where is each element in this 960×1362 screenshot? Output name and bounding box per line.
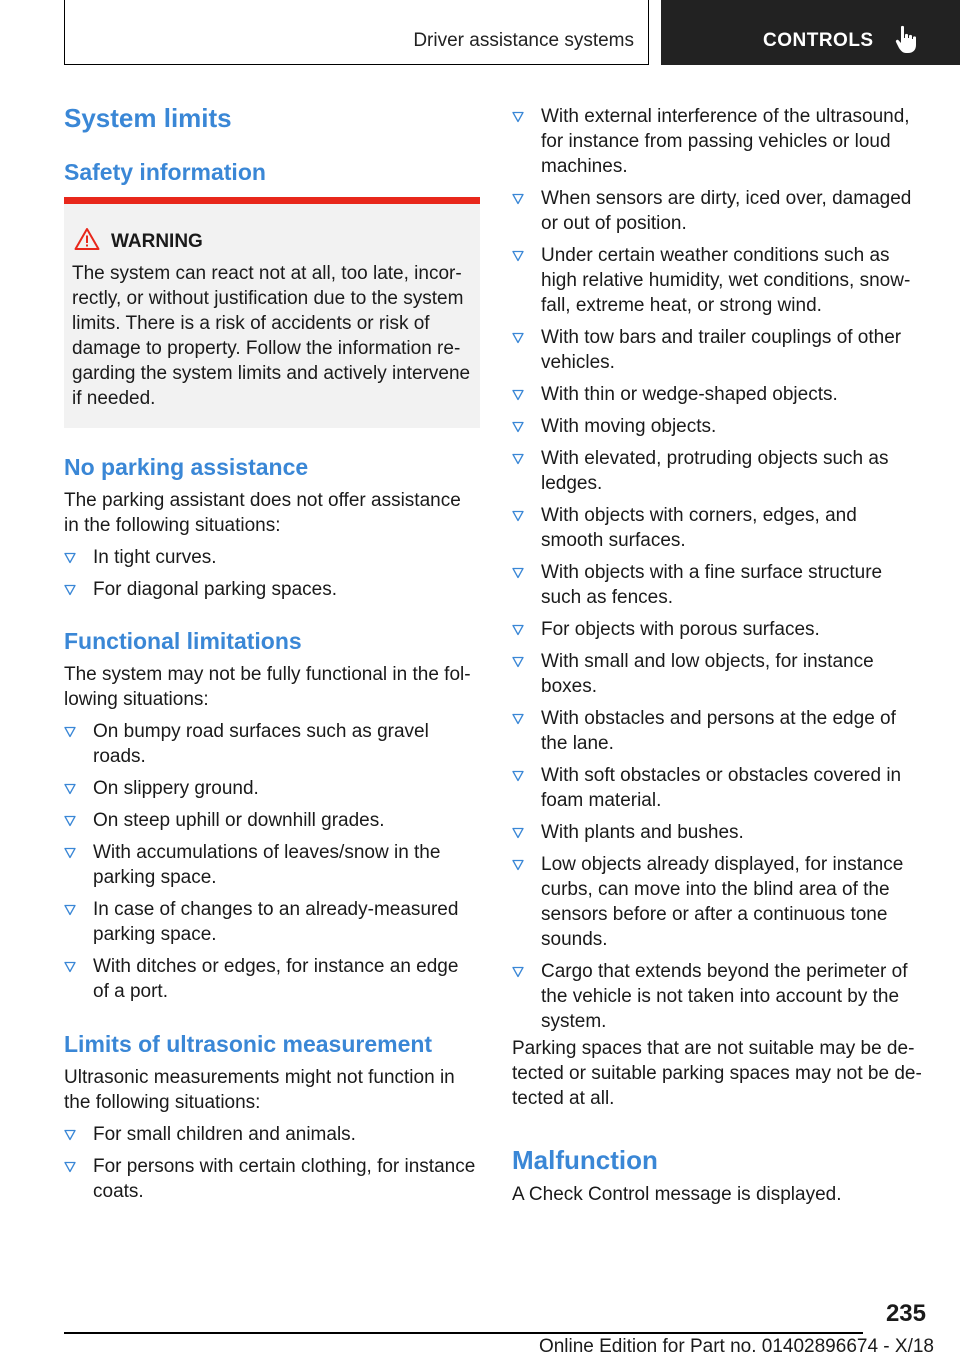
list-item-text <box>512 820 932 845</box>
list-item-line: With objects with corners, edges, and <box>541 505 857 526</box>
list-item <box>512 820 932 845</box>
bullet-triangle-icon <box>64 1129 76 1141</box>
list-item-line: When sensors are dirty, iced over, damaged <box>541 188 912 209</box>
list-item-line: In case of changes to an already-measured <box>93 899 459 920</box>
list-item-text <box>512 503 932 553</box>
bullet-triangle-icon <box>512 389 524 401</box>
warning-line: The system can react not at all, too late, incor- <box>72 263 462 284</box>
list-item-line: curbs, can move into the blind area of the <box>541 879 890 900</box>
list-item-line: fall, extreme heat, or strong wind. <box>541 295 822 316</box>
list-item-text <box>64 808 480 833</box>
bullet-triangle-icon <box>512 510 524 522</box>
closing-paragraph <box>512 1036 932 1111</box>
list-item-line: such as fences. <box>541 587 674 608</box>
functional-intro <box>64 662 480 712</box>
list-item-line: With accumulations of leaves/snow in the <box>93 842 441 863</box>
list-item-text <box>64 840 480 890</box>
warning-line: garding the system limits and actively intervene <box>72 363 471 384</box>
list-item-text <box>512 617 932 642</box>
list-item-line: for instance from passing vehicles or loud <box>541 131 891 152</box>
list-item <box>64 719 480 769</box>
list-item <box>64 577 480 602</box>
list-item-line: With moving objects. <box>541 416 717 437</box>
list-item-text <box>512 763 932 813</box>
list-item <box>512 186 932 236</box>
list-item-line: system. <box>541 1011 607 1032</box>
bullet-triangle-icon <box>64 783 76 795</box>
list-item <box>512 852 932 952</box>
list-item-line: parking space. <box>93 867 217 888</box>
bullet-triangle-icon <box>512 656 524 668</box>
no-parking-assistance-heading: No parking assistance <box>64 454 309 480</box>
list-item <box>512 649 932 699</box>
list-item-line: Cargo that extends beyond the perimeter of <box>541 961 908 982</box>
bullet-triangle-icon <box>64 847 76 859</box>
list-item-line: With obstacles and persons at the edge of <box>541 708 896 729</box>
list-item-line: smooth surfaces. <box>541 530 686 551</box>
list-item <box>512 706 932 756</box>
bullet-triangle-icon <box>64 904 76 916</box>
page-title: System limits <box>64 103 232 133</box>
list-item-line: the vehicle is not taken into account by the <box>541 986 900 1007</box>
header-section-tab <box>64 0 649 65</box>
header-chapter-title: CONTROLS <box>763 30 874 51</box>
list-item-line: With elevated, protruding objects such as <box>541 448 889 469</box>
intro-line: The parking assistant does not offer assistance <box>64 490 461 511</box>
list-item-text <box>512 382 932 407</box>
list-item <box>64 840 480 890</box>
list-item-text <box>512 325 932 375</box>
bullet-triangle-icon <box>512 332 524 344</box>
list-item-line: With tow bars and trailer couplings of other <box>541 327 902 348</box>
bullet-triangle-icon <box>512 827 524 839</box>
list-item-line: With plants and bushes. <box>541 822 744 843</box>
closing-line: tected at all. <box>512 1088 615 1109</box>
list-item-line: In tight curves. <box>93 547 217 568</box>
list-item <box>512 446 932 496</box>
footer-edition: Online Edition for Part no. 01402896674 - X/18 <box>538 1336 934 1357</box>
bullet-triangle-icon <box>512 859 524 871</box>
closing-line: Parking spaces that are not suitable may be de- <box>512 1038 915 1059</box>
bullet-triangle-icon <box>64 726 76 738</box>
intro-line: Ultrasonic measurements might not function in <box>64 1067 455 1088</box>
list-item-text <box>64 1154 480 1204</box>
intro-line: in the following situations: <box>64 515 281 536</box>
list-item-line: machines. <box>541 156 628 177</box>
list-item <box>64 545 480 570</box>
bullet-triangle-icon <box>512 966 524 978</box>
bullet-triangle-icon <box>512 453 524 465</box>
list-item-line: parking space. <box>93 924 217 945</box>
list-item-line: of a port. <box>93 981 168 1002</box>
bullet-triangle-icon <box>64 584 76 596</box>
list-item-text <box>512 243 932 318</box>
list-item <box>512 414 932 439</box>
ultrasonic-limits-heading: Limits of ultrasonic measurement <box>64 1031 433 1057</box>
list-item-line: or out of position. <box>541 213 687 234</box>
list-item-line: On steep uphill or downhill grades. <box>93 810 385 831</box>
bullet-triangle-icon <box>512 250 524 262</box>
list-item-text <box>512 560 932 610</box>
list-item-line: Low objects already displayed, for instance <box>541 854 904 875</box>
list-item-line: Under certain weather conditions such as <box>541 245 890 266</box>
list-item-line: sensors before or after a continuous tone <box>541 904 888 925</box>
list-item <box>64 1154 480 1204</box>
list-item <box>512 325 932 375</box>
list-item-line: sounds. <box>541 929 608 950</box>
warning-line: limits. There is a risk of accidents or risk of <box>72 313 430 334</box>
list-item-line: For small children and animals. <box>93 1124 356 1145</box>
list-item-text <box>512 649 932 699</box>
list-item <box>512 959 932 1034</box>
intro-line: The system may not be fully functional in the fol- <box>64 664 471 685</box>
bullet-triangle-icon <box>64 961 76 973</box>
list-item-line: foam material. <box>541 790 662 811</box>
list-item <box>512 243 932 318</box>
malfunction-text: A Check Control message is displayed. <box>512 1184 842 1205</box>
list-item-line: With soft obstacles or obstacles covered in <box>541 765 902 786</box>
ultrasonic-intro <box>64 1065 480 1115</box>
bullet-triangle-icon <box>64 1161 76 1173</box>
list-item-line: roads. <box>93 746 146 767</box>
list-item <box>512 617 932 642</box>
warning-line: rectly, or without justification due to the system <box>72 288 464 309</box>
list-item <box>64 808 480 833</box>
list-item-line: the lane. <box>541 733 614 754</box>
list-item-line: boxes. <box>541 676 597 697</box>
bullet-triangle-icon <box>512 421 524 433</box>
list-item-text <box>64 954 480 1004</box>
list-item <box>64 954 480 1004</box>
list-item <box>512 503 932 553</box>
list-item-text <box>64 1122 480 1147</box>
bullet-triangle-icon <box>512 624 524 636</box>
list-item-line: With small and low objects, for instance <box>541 651 874 672</box>
list-item-line: On bumpy road surfaces such as gravel <box>93 721 429 742</box>
list-item-line: With external interference of the ultrasound, <box>541 106 910 127</box>
list-item-line: With thin or wedge-shaped objects. <box>541 384 838 405</box>
bullet-triangle-icon <box>512 111 524 123</box>
list-item-text <box>512 852 932 952</box>
list-item <box>512 104 932 179</box>
warning-text <box>72 261 472 411</box>
list-item <box>512 763 932 813</box>
header-chapter-tab <box>661 0 960 65</box>
list-item-text <box>64 545 480 570</box>
closing-line: tected or suitable parking spaces may not be de- <box>512 1063 922 1084</box>
bullet-triangle-icon <box>512 713 524 725</box>
list-item-line: For objects with porous surfaces. <box>541 619 820 640</box>
warning-line: damage to property. Follow the information re- <box>72 338 461 359</box>
list-item-text <box>512 414 932 439</box>
list-item-text <box>512 104 932 179</box>
list-item-text <box>64 776 480 801</box>
list-item-line: ledges. <box>541 473 603 494</box>
list-item <box>512 560 932 610</box>
warning-box <box>64 197 480 428</box>
list-item-line: vehicles. <box>541 352 615 373</box>
list-item-text <box>64 897 480 947</box>
list-item-text <box>512 446 932 496</box>
list-item-line: high relative humidity, wet conditions, snow- <box>541 270 911 291</box>
footer-divider <box>64 1332 863 1334</box>
intro-line: lowing situations: <box>64 689 209 710</box>
bullet-triangle-icon <box>64 815 76 827</box>
warning-line: if needed. <box>72 388 156 409</box>
list-item-line: On slippery ground. <box>93 778 259 799</box>
list-item-text <box>64 577 480 602</box>
list-item <box>64 776 480 801</box>
list-item-text <box>512 186 932 236</box>
safety-information-heading: Safety information <box>64 159 266 185</box>
list-item-line: With objects with a fine surface structure <box>541 562 883 583</box>
intro-line: the following situations: <box>64 1092 261 1113</box>
list-item-text <box>512 706 932 756</box>
bullet-triangle-icon <box>64 552 76 564</box>
bullet-triangle-icon <box>512 770 524 782</box>
bullet-triangle-icon <box>512 193 524 205</box>
list-item-line: With ditches or edges, for instance an edge <box>93 956 459 977</box>
functional-limitations-heading: Functional limitations <box>64 628 302 654</box>
list-item-text <box>512 959 932 1034</box>
list-item-text <box>64 719 480 769</box>
list-item-line: coats. <box>93 1181 144 1202</box>
no-parking-intro <box>64 488 480 538</box>
list-item-line: For diagonal parking spaces. <box>93 579 337 600</box>
pointing-hand-icon <box>895 24 921 54</box>
bullet-triangle-icon <box>512 567 524 579</box>
list-item <box>64 897 480 947</box>
warning-label: WARNING <box>111 231 203 252</box>
page-number: 235 <box>885 1300 926 1327</box>
list-item-line: For persons with certain clothing, for instance <box>93 1156 476 1177</box>
warning-triangle-icon <box>74 227 100 251</box>
list-item <box>64 1122 480 1147</box>
list-item <box>512 382 932 407</box>
header-section-title: Driver assistance systems <box>413 30 634 51</box>
malfunction-heading: Malfunction <box>512 1145 658 1175</box>
